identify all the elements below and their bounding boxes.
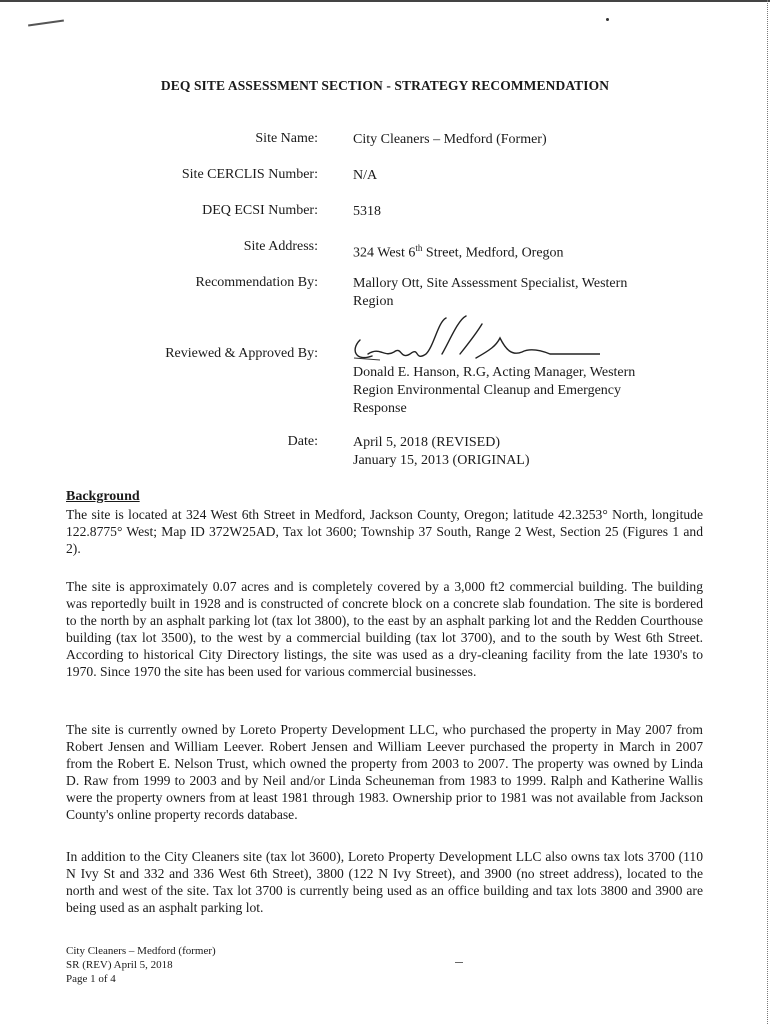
scan-edge-right bbox=[766, 0, 768, 1024]
date-label: Date: bbox=[287, 434, 318, 449]
footer-page-number: Page 1 of 4 bbox=[66, 973, 116, 985]
recommendation-label: Recommendation By: bbox=[195, 275, 318, 290]
background-paragraph-3: The site is currently owned by Loreto Property Development LLC, who purchased the property in May 2007 from Robert Jensen and William Leever. Robert Jensen and William Leever purchased the property in March in 2007 from the Robert E. Nelson Trust, which owned the property from 2003 to 2007. The property was owned by Linda D. Raw from 1999 to 2003 and by Neil and/or Linda Scheuneman from 1983 to 1999. Ralph and Katherine Wallis were the property owners from at least 1981 through 1983. Ownership prior to 1981 was not available from Jackson County's online property records database. bbox=[66, 722, 703, 822]
site-name-label: Site Name: bbox=[255, 131, 318, 146]
date-original: January 15, 2013 (ORIGINAL) bbox=[353, 453, 530, 468]
ecsi-value: 5318 bbox=[353, 204, 381, 219]
reviewed-label: Reviewed & Approved By: bbox=[165, 346, 318, 361]
page-footer bbox=[66, 944, 216, 986]
signature-image bbox=[350, 310, 600, 372]
recommendation-value: Mallory Ott, Site Assessment Specialist, Western Region bbox=[353, 276, 628, 309]
background-paragraph-1: The site is located at 324 West 6th Street in Medford, Jackson County, Oregon; latitude 42.3253° North, longitude 122.8775° West; Map ID 372W25AD, Tax lot 3600; Township 37 South, Range 2 West, Section 25 (Figures 1 and 2). bbox=[66, 507, 703, 556]
address-value: 324 West 6th Street, Medford, Oregon bbox=[353, 243, 564, 261]
background-paragraph-2: The site is approximately 0.07 acres and is completely covered by a 3,000 ft2 commercial building. The building was reportedly built in 1928 and is constructed of concrete block on a concrete slab foundation. The site is bordered to the north by an asphalt parking lot (tax lot 3800), to the east by an asphalt parking lot and the Redden Courthouse building (tax lot 3500), to the west by a commercial building (tax lot 3700), and to the south by West 6th Street. According to historical City Directory listings, the site was used as a dry-cleaning facility from the late 1930's to 1970. Since 1970 the site has been used for various commercial businesses. bbox=[66, 579, 703, 679]
footer-site-name: City Cleaners – Medford (former) bbox=[66, 945, 216, 957]
date-value bbox=[353, 434, 673, 470]
ecsi-label: DEQ ECSI Number: bbox=[202, 203, 318, 218]
scan-edge-top bbox=[0, 0, 770, 2]
scan-speck bbox=[455, 962, 463, 963]
reviewed-value: Donald E. Hanson, R.G, Acting Manager, Western Region Environmental Cleanup and Emergency Response bbox=[353, 365, 636, 416]
site-name-value: City Cleaners – Medford (Former) bbox=[353, 132, 547, 147]
background-paragraph-4: In addition to the City Cleaners site (tax lot 3600), Loreto Property Development LLC also owns tax lots 3700 (110 N Ivy St and 332 and 336 West 6th Street), 3800 (122 N Ivy Street), and 3900 (no street address), located to the north and west of the site. Tax lot 3700 is currently being used as an office building and tax lots 3800 and 3900 are being used as an asphalt parking lot. bbox=[66, 849, 703, 915]
cerclis-label: Site CERCLIS Number: bbox=[181, 167, 318, 182]
address-label: Site Address: bbox=[243, 239, 318, 254]
scan-speck bbox=[606, 18, 609, 21]
cerclis-value: N/A bbox=[353, 168, 378, 183]
date-revised: April 5, 2018 (REVISED) bbox=[353, 435, 500, 450]
footer-revision: SR (REV) April 5, 2018 bbox=[66, 959, 173, 971]
document-title: DEQ SITE ASSESSMENT SECTION - STRATEGY RECOMMENDATION bbox=[160, 78, 610, 93]
scan-mark bbox=[28, 20, 64, 27]
section-heading-background: Background bbox=[66, 489, 140, 504]
